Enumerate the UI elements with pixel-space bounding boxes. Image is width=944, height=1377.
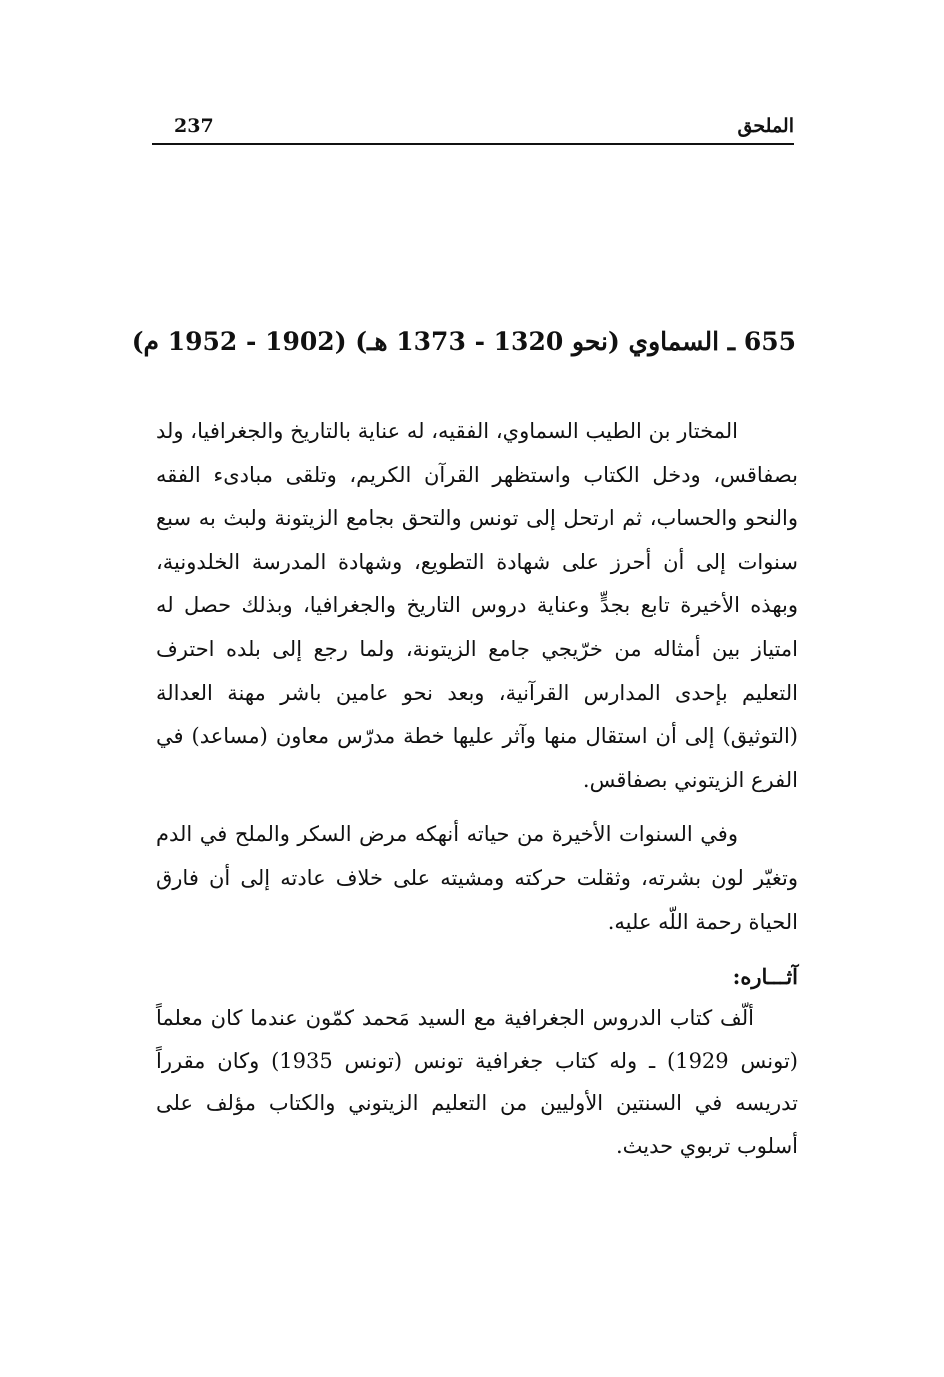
page-header: [152, 112, 794, 142]
works-heading: آثـــاره:: [732, 964, 798, 990]
entry-title: 655 ـ السماوي (نحو 1320 - 1373 هـ) (1902 - 1952 م): [131, 327, 796, 356]
page-number: 237: [174, 115, 214, 137]
entry-body: [156, 410, 798, 1167]
works-paragraph: ألّف كتاب الدروس الجغرافية مع السيد مَحمد كمّون عندما كان معلماً (تونس 1929) ـ وله كتاب جغرافية تونس (تونس 1935) وكان مقرراً تدريسه في السنتين الأوليين من التعليم الزيتوني والكتاب مؤلف على أسلوب تربوي حديث.: [156, 1006, 798, 1158]
header-rule: [152, 143, 794, 145]
later-years-paragraph: وفي السنوات الأخيرة من حياته أنهكه مرض السكر والملح في الدم وتغيّر لون بشرته، وثقلت حركته ومشيته على خلاف عادته إلى أن فارق الحياة رحمة اللّه عليه.: [156, 822, 798, 934]
running-title: الملحق: [737, 115, 794, 137]
biography-paragraph: المختار بن الطيب السماوي، الفقيه، له عناية بالتاريخ والجغرافيا، ولد بصفاقس، ودخل الكتاب واستظهر القرآن الكريم، وتلقى مبادىء الفقه والنحو والحساب، ثم ارتحل إلى تونس والتحق بجامع الزيتونة ولبث به سبع سنوات إلى أن أحرز على شهادة التطويع، وشهادة المدرسة الخلدونية، وبهذه الأخيرة تابع بجدٍّ وعناية دروس التاريخ والجغرافيا، وبذلك حصل له امتياز بين أمثاله من خرّيجي جامع الزيتونة، ولما رجع إلى بلده احترف التعليم بإحدى المدارس القرآنية، وبعد نحو عامين باشر مهنة العدالة (التوثيق) إلى أن استقال منها وآثر عليها خطة مدرّس معاون (مساعد) في الفرع الزيتوني بصفاقس.: [156, 419, 798, 792]
